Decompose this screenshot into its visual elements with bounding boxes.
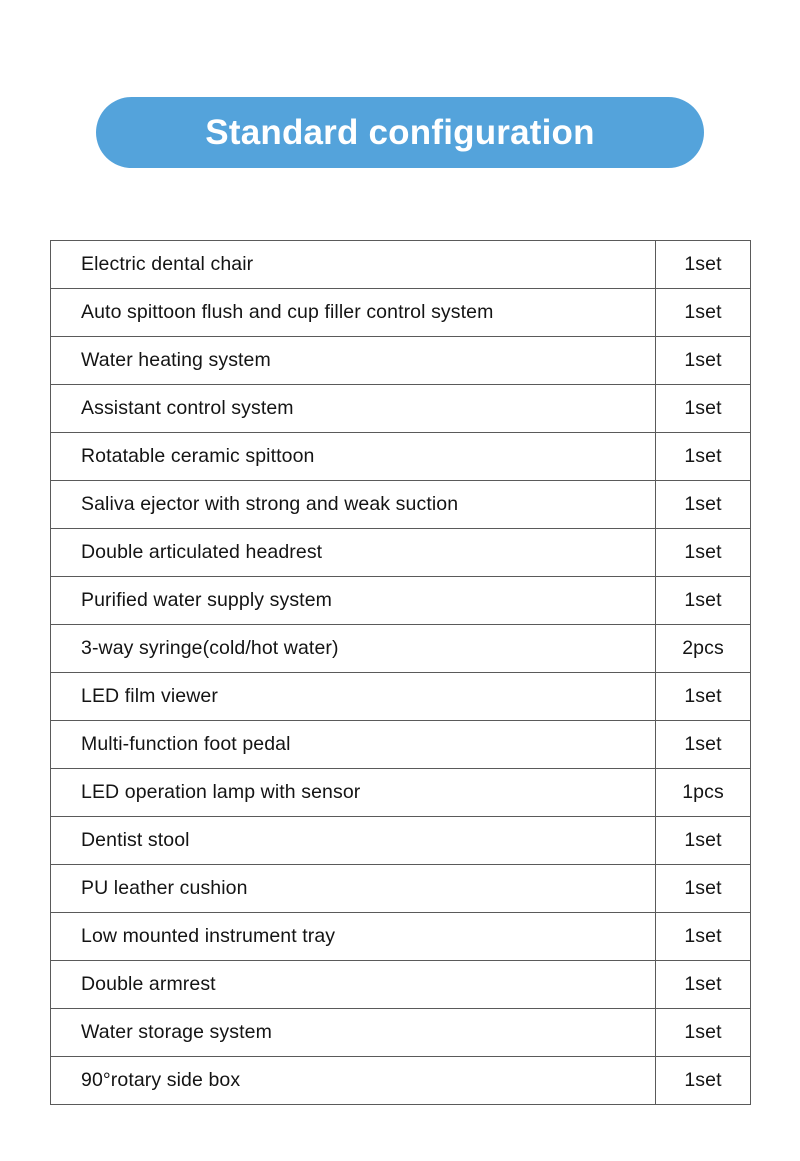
table-cell-item: Purified water supply system [51,577,656,625]
table-row [51,673,751,721]
table-cell-quantity: 1set [656,433,751,481]
table-row [51,961,751,1009]
title-pill [96,97,704,168]
table-cell-item: 3-way syringe(cold/hot water) [51,625,656,673]
table-cell-quantity: 1pcs [656,769,751,817]
table-cell-item: Electric dental chair [51,241,656,289]
table-cell-quantity: 1set [656,289,751,337]
table-row [51,913,751,961]
table-row [51,481,751,529]
table-cell-quantity: 1set [656,1057,751,1105]
configuration-table-body [51,241,751,1105]
table-row [51,769,751,817]
table-cell-quantity: 1set [656,577,751,625]
table-cell-quantity: 1set [656,721,751,769]
table-cell-item: Rotatable ceramic spittoon [51,433,656,481]
table-cell-item: Low mounted instrument tray [51,913,656,961]
table-cell-item: Multi-function foot pedal [51,721,656,769]
table-cell-quantity: 1set [656,673,751,721]
table-cell-item: Assistant control system [51,385,656,433]
table-row [51,721,751,769]
table-cell-item: 90°rotary side box [51,1057,656,1105]
table-row [51,865,751,913]
table-row [51,241,751,289]
table-row [51,625,751,673]
table-cell-quantity: 1set [656,913,751,961]
table-cell-item: LED operation lamp with sensor [51,769,656,817]
title-banner [0,0,800,168]
page-title: Standard configuration [205,113,595,152]
table-cell-item: Dentist stool [51,817,656,865]
table-cell-quantity: 1set [656,385,751,433]
configuration-table [50,240,751,1105]
table-row [51,529,751,577]
table-cell-item: Double articulated headrest [51,529,656,577]
configuration-table-wrapper [50,240,750,1105]
table-cell-item: PU leather cushion [51,865,656,913]
table-cell-quantity: 1set [656,529,751,577]
table-cell-item: Water heating system [51,337,656,385]
table-row [51,1009,751,1057]
table-cell-quantity: 1set [656,241,751,289]
table-row [51,577,751,625]
table-cell-quantity: 1set [656,337,751,385]
table-row [51,817,751,865]
table-row [51,1057,751,1105]
table-cell-item: Double armrest [51,961,656,1009]
table-cell-quantity: 1set [656,865,751,913]
table-row [51,385,751,433]
table-cell-item: Auto spittoon flush and cup filler control system [51,289,656,337]
table-row [51,433,751,481]
table-row [51,289,751,337]
table-cell-quantity: 1set [656,961,751,1009]
table-cell-quantity: 1set [656,1009,751,1057]
table-cell-item: LED film viewer [51,673,656,721]
table-cell-quantity: 1set [656,481,751,529]
table-cell-item: Saliva ejector with strong and weak suction [51,481,656,529]
table-cell-quantity: 1set [656,817,751,865]
table-row [51,337,751,385]
table-cell-item: Water storage system [51,1009,656,1057]
table-cell-quantity: 2pcs [656,625,751,673]
